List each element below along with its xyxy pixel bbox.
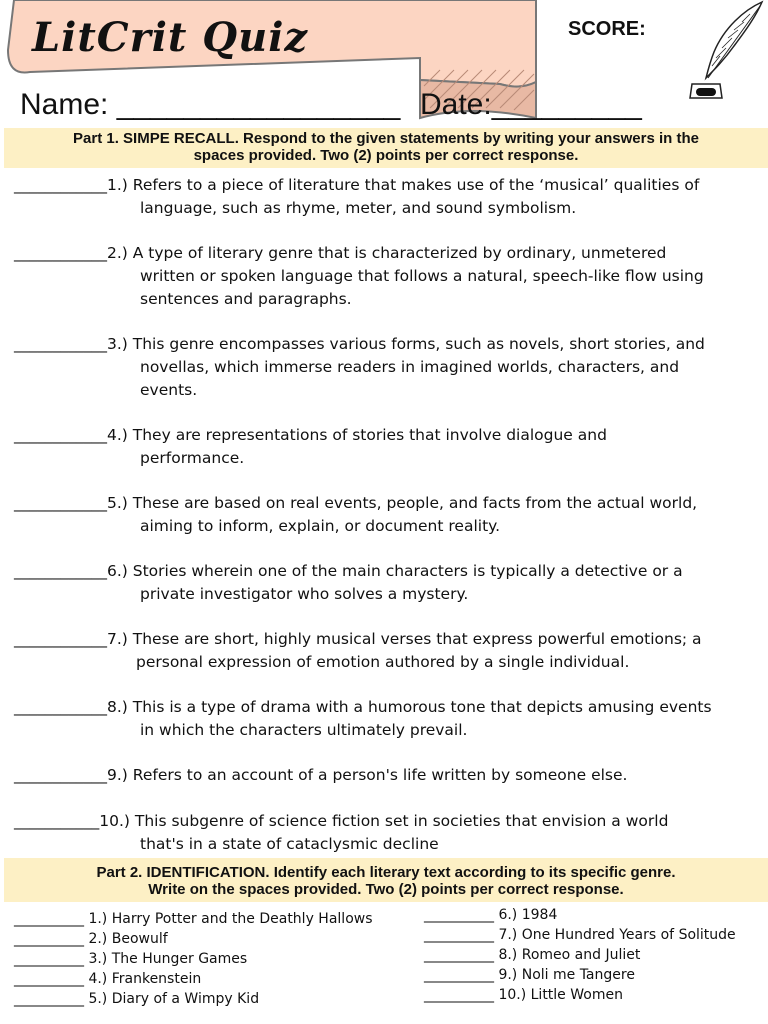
question-2-cont: sentences and paragraphs. [140, 290, 352, 308]
question-6 [14, 560, 683, 606]
identification-item[interactable]: __________ 9.) Noli me Tangere [424, 967, 635, 983]
identification-item[interactable]: __________ 1.) Harry Potter and the Deathly Hallows [14, 911, 373, 927]
question-7-cont: personal expression of emotion authored by a single individual. [136, 653, 630, 671]
identification-item[interactable]: __________ 5.) Diary of a Wimpy Kid [14, 991, 260, 1007]
quill-ink-icon [684, 0, 768, 104]
identification-item[interactable]: __________ 4.) Frankenstein [14, 971, 202, 987]
question-3 [14, 333, 705, 402]
part2-heading-line1: Part 2. IDENTIFICATION. Identify each literary text according to its specific genre. [96, 864, 676, 881]
question-4-text[interactable]: ____________4.) They are representations of stories that involve dialogue and [14, 426, 607, 444]
part1-heading-line1: Part 1. SIMPE RECALL. Respond to the given statements by writing your answers in the [73, 130, 699, 147]
question-3-text[interactable]: ____________3.) This genre encompasses various forms, such as novels, short stories, and [14, 335, 705, 353]
part1-heading-line2: spaces provided. Two (2) points per correct response. [193, 147, 579, 164]
date-field[interactable]: Date:_________ [420, 88, 642, 121]
part2-heading [4, 858, 768, 902]
identification-item[interactable]: __________ 8.) Romeo and Juliet [424, 947, 641, 963]
question-3-cont: events. [140, 381, 198, 399]
question-1-text[interactable]: ____________1.) Refers to a piece of literature that makes use of the ‘musical’ qualities of [14, 176, 700, 194]
part1-heading [4, 128, 768, 168]
question-2 [14, 242, 704, 311]
score-label: SCORE: [568, 18, 646, 40]
identification-item[interactable]: __________ 6.) 1984 [424, 907, 558, 923]
name-field[interactable]: Name: _________________ [20, 88, 401, 121]
question-2-cont: written or spoken language that follows a natural, speech-like flow using [140, 267, 704, 285]
question-5-text[interactable]: ____________5.) These are based on real events, people, and facts from the actual world, [14, 494, 698, 512]
question-5-cont: aiming to inform, explain, or document reality. [140, 517, 501, 535]
question-10-cont: that's in a state of cataclysmic decline [140, 835, 439, 853]
question-7-text[interactable]: ____________7.) These are short, highly musical verses that express powerful emotions; a [14, 630, 702, 648]
question-8 [14, 696, 712, 742]
question-8-text[interactable]: ____________8.) This is a type of drama with a humorous tone that depicts amusing events [14, 698, 712, 716]
identification-item[interactable]: __________ 10.) Little Women [424, 987, 623, 1003]
question-8-cont: in which the characters ultimately prevail. [140, 721, 468, 739]
part2-heading-line2: Write on the spaces provided. Two (2) points per correct response. [148, 881, 624, 898]
identification-item[interactable]: __________ 3.) The Hunger Games [14, 951, 248, 967]
identification-item[interactable]: __________ 7.) One Hundred Years of Solitude [424, 927, 736, 943]
question-7 [14, 628, 702, 674]
question-9-text[interactable]: ____________9.) Refers to an account of a person's life written by someone else. [14, 766, 628, 784]
question-1-cont: language, such as rhyme, meter, and sound symbolism. [140, 199, 577, 217]
question-4-cont: performance. [140, 449, 245, 467]
question-1 [14, 174, 699, 220]
question-6-text[interactable]: ____________6.) Stories wherein one of the main characters is typically a detective or a [14, 562, 683, 580]
question-10 [14, 810, 668, 856]
question-3-cont: novellas, which immerse readers in imagined worlds, characters, and [140, 358, 680, 376]
page-title: LitCrit Quiz [32, 14, 309, 61]
question-10-text[interactable]: ___________10.) This subgenre of science fiction set in societies that envision a world [14, 812, 669, 830]
question-6-cont: private investigator who solves a mystery. [140, 585, 469, 603]
question-2-text[interactable]: ____________2.) A type of literary genre that is characterized by ordinary, unmetered [14, 244, 667, 262]
question-9 [14, 764, 627, 787]
identification-item[interactable]: __________ 2.) Beowulf [14, 931, 168, 947]
question-5 [14, 492, 697, 538]
question-4 [14, 424, 607, 470]
